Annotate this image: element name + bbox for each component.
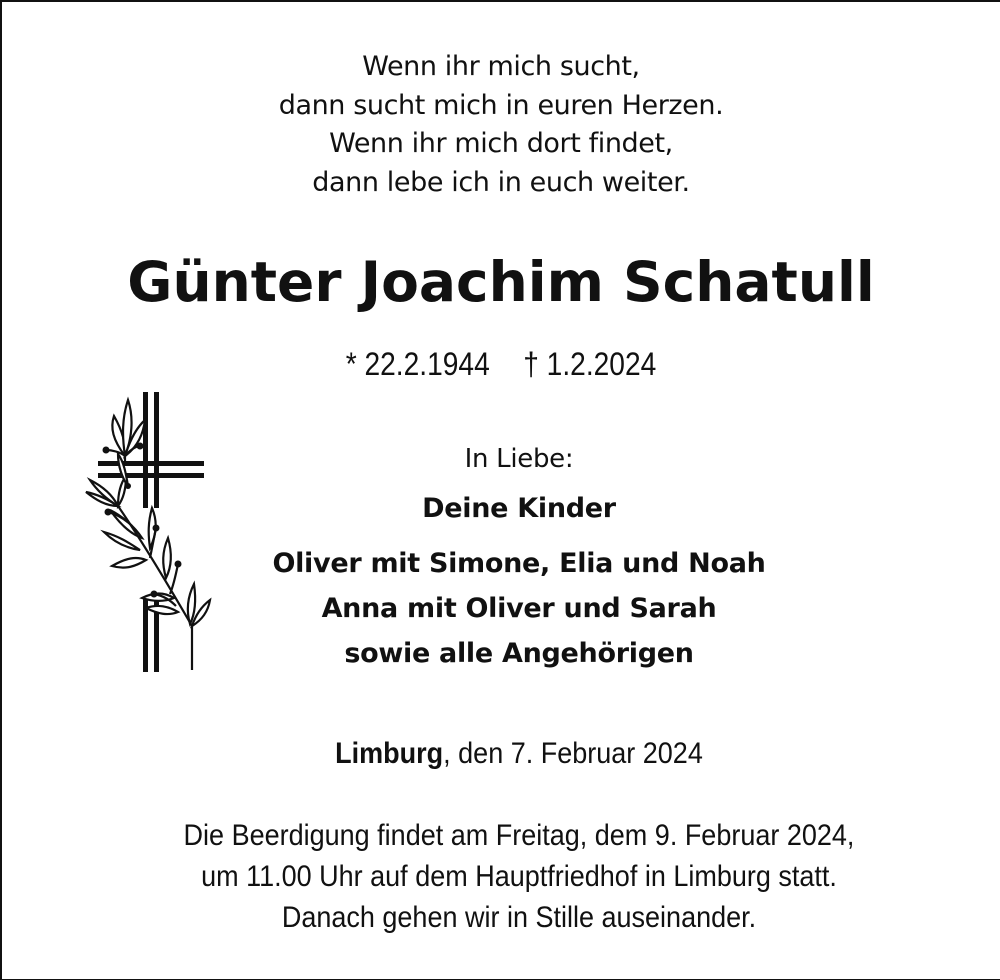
mourner-line: sowie alle Angehörigen — [344, 638, 694, 669]
mourners-intro: In Liebe: — [464, 444, 574, 474]
memorial-verse — [2, 48, 1000, 202]
life-dates — [62, 346, 940, 383]
place-and-date — [54, 737, 985, 771]
mourner-line: Anna mit Oliver und Sarah — [321, 593, 717, 624]
birth-date: * 22.2.1944 — [345, 346, 490, 382]
verse-line: Wenn ihr mich dort findet, — [329, 128, 673, 159]
verse-line: Wenn ihr mich sucht, — [362, 51, 640, 82]
funeral-line: Danach gehen wir in Stille auseinander. — [281, 901, 757, 934]
deceased-name: Günter Joachim Schatull — [127, 250, 875, 314]
death-date: † 1.2.2024 — [523, 346, 657, 382]
verse-line: dann sucht mich in euren Herzen. — [278, 89, 724, 121]
mourners-title: Deine Kinder — [422, 493, 616, 524]
mourners-block — [2, 439, 1000, 676]
place-name: Limburg — [335, 737, 444, 770]
verse-line: dann lebe ich in euch weiter. — [312, 166, 690, 198]
notice-date: , den 7. Februar 2024 — [443, 737, 703, 770]
mourner-line: Oliver mit Simone, Elia und Noah — [272, 548, 766, 579]
funeral-information — [54, 815, 985, 938]
funeral-line: Die Beerdigung findet am Freitag, dem 9. Februar 2024, — [183, 819, 855, 852]
funeral-line: um 11.00 Uhr auf dem Hauptfriedhof in Limburg statt. — [201, 860, 837, 893]
mourners-list — [2, 541, 1000, 676]
